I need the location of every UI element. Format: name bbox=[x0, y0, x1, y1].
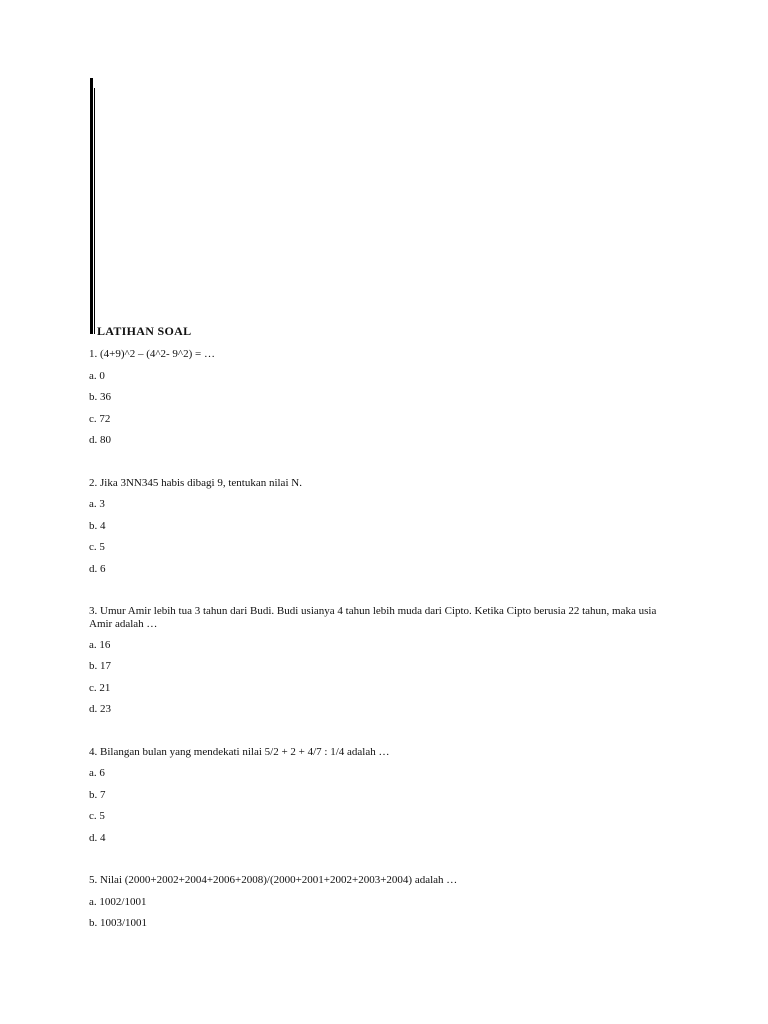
q1-option-a: a. 0 bbox=[89, 370, 105, 382]
q3-option-d: d. 23 bbox=[89, 703, 111, 715]
q5-option-b: b. 1003/1001 bbox=[89, 917, 148, 929]
vertical-rule bbox=[90, 78, 93, 334]
question-4: 4. Bilangan bulan yang mendekati nilai 5/2 + 2 + 4/7 : 1/4 adalah … bbox=[89, 746, 390, 758]
q3-option-b: b. 17 bbox=[89, 660, 111, 672]
question-5: 5. Nilai (2000+2002+2004+2006+2008)/(2000+2001+2002+2003+2004) adalah … bbox=[89, 874, 458, 886]
q4-option-c: c. 5 bbox=[89, 810, 105, 822]
question-3: 3. Umur Amir lebih tua 3 tahun dari Budi. Budi usianya 4 tahun lebih muda dari Cipto. Ketika Cipto berusia 22 tahun, maka usia Amir adalah … bbox=[89, 605, 657, 630]
q2-option-a: a. 3 bbox=[89, 498, 105, 510]
q2-option-b: b. 4 bbox=[89, 520, 106, 532]
q3-option-c: c. 21 bbox=[89, 682, 111, 694]
q4-option-a: a. 6 bbox=[89, 767, 105, 779]
q4-option-b: b. 7 bbox=[89, 789, 106, 801]
q1-option-d: d. 80 bbox=[89, 434, 111, 446]
q1-option-c: c. 72 bbox=[89, 413, 111, 425]
q3-option-a: a. 16 bbox=[89, 639, 111, 651]
q5-option-a: a. 1002/1001 bbox=[89, 896, 147, 908]
question-1: 1. (4+9)^2 – (4^2- 9^2) = … bbox=[89, 348, 215, 360]
q2-option-d: d. 6 bbox=[89, 563, 106, 575]
document-title: LATIHAN SOAL bbox=[97, 324, 192, 338]
vertical-rule-thin bbox=[94, 88, 95, 334]
q2-option-c: c. 5 bbox=[89, 541, 105, 553]
q4-option-d: d. 4 bbox=[89, 832, 106, 844]
q1-option-b: b. 36 bbox=[89, 391, 111, 403]
question-2: 2. Jika 3NN345 habis dibagi 9, tentukan nilai N. bbox=[89, 477, 302, 489]
